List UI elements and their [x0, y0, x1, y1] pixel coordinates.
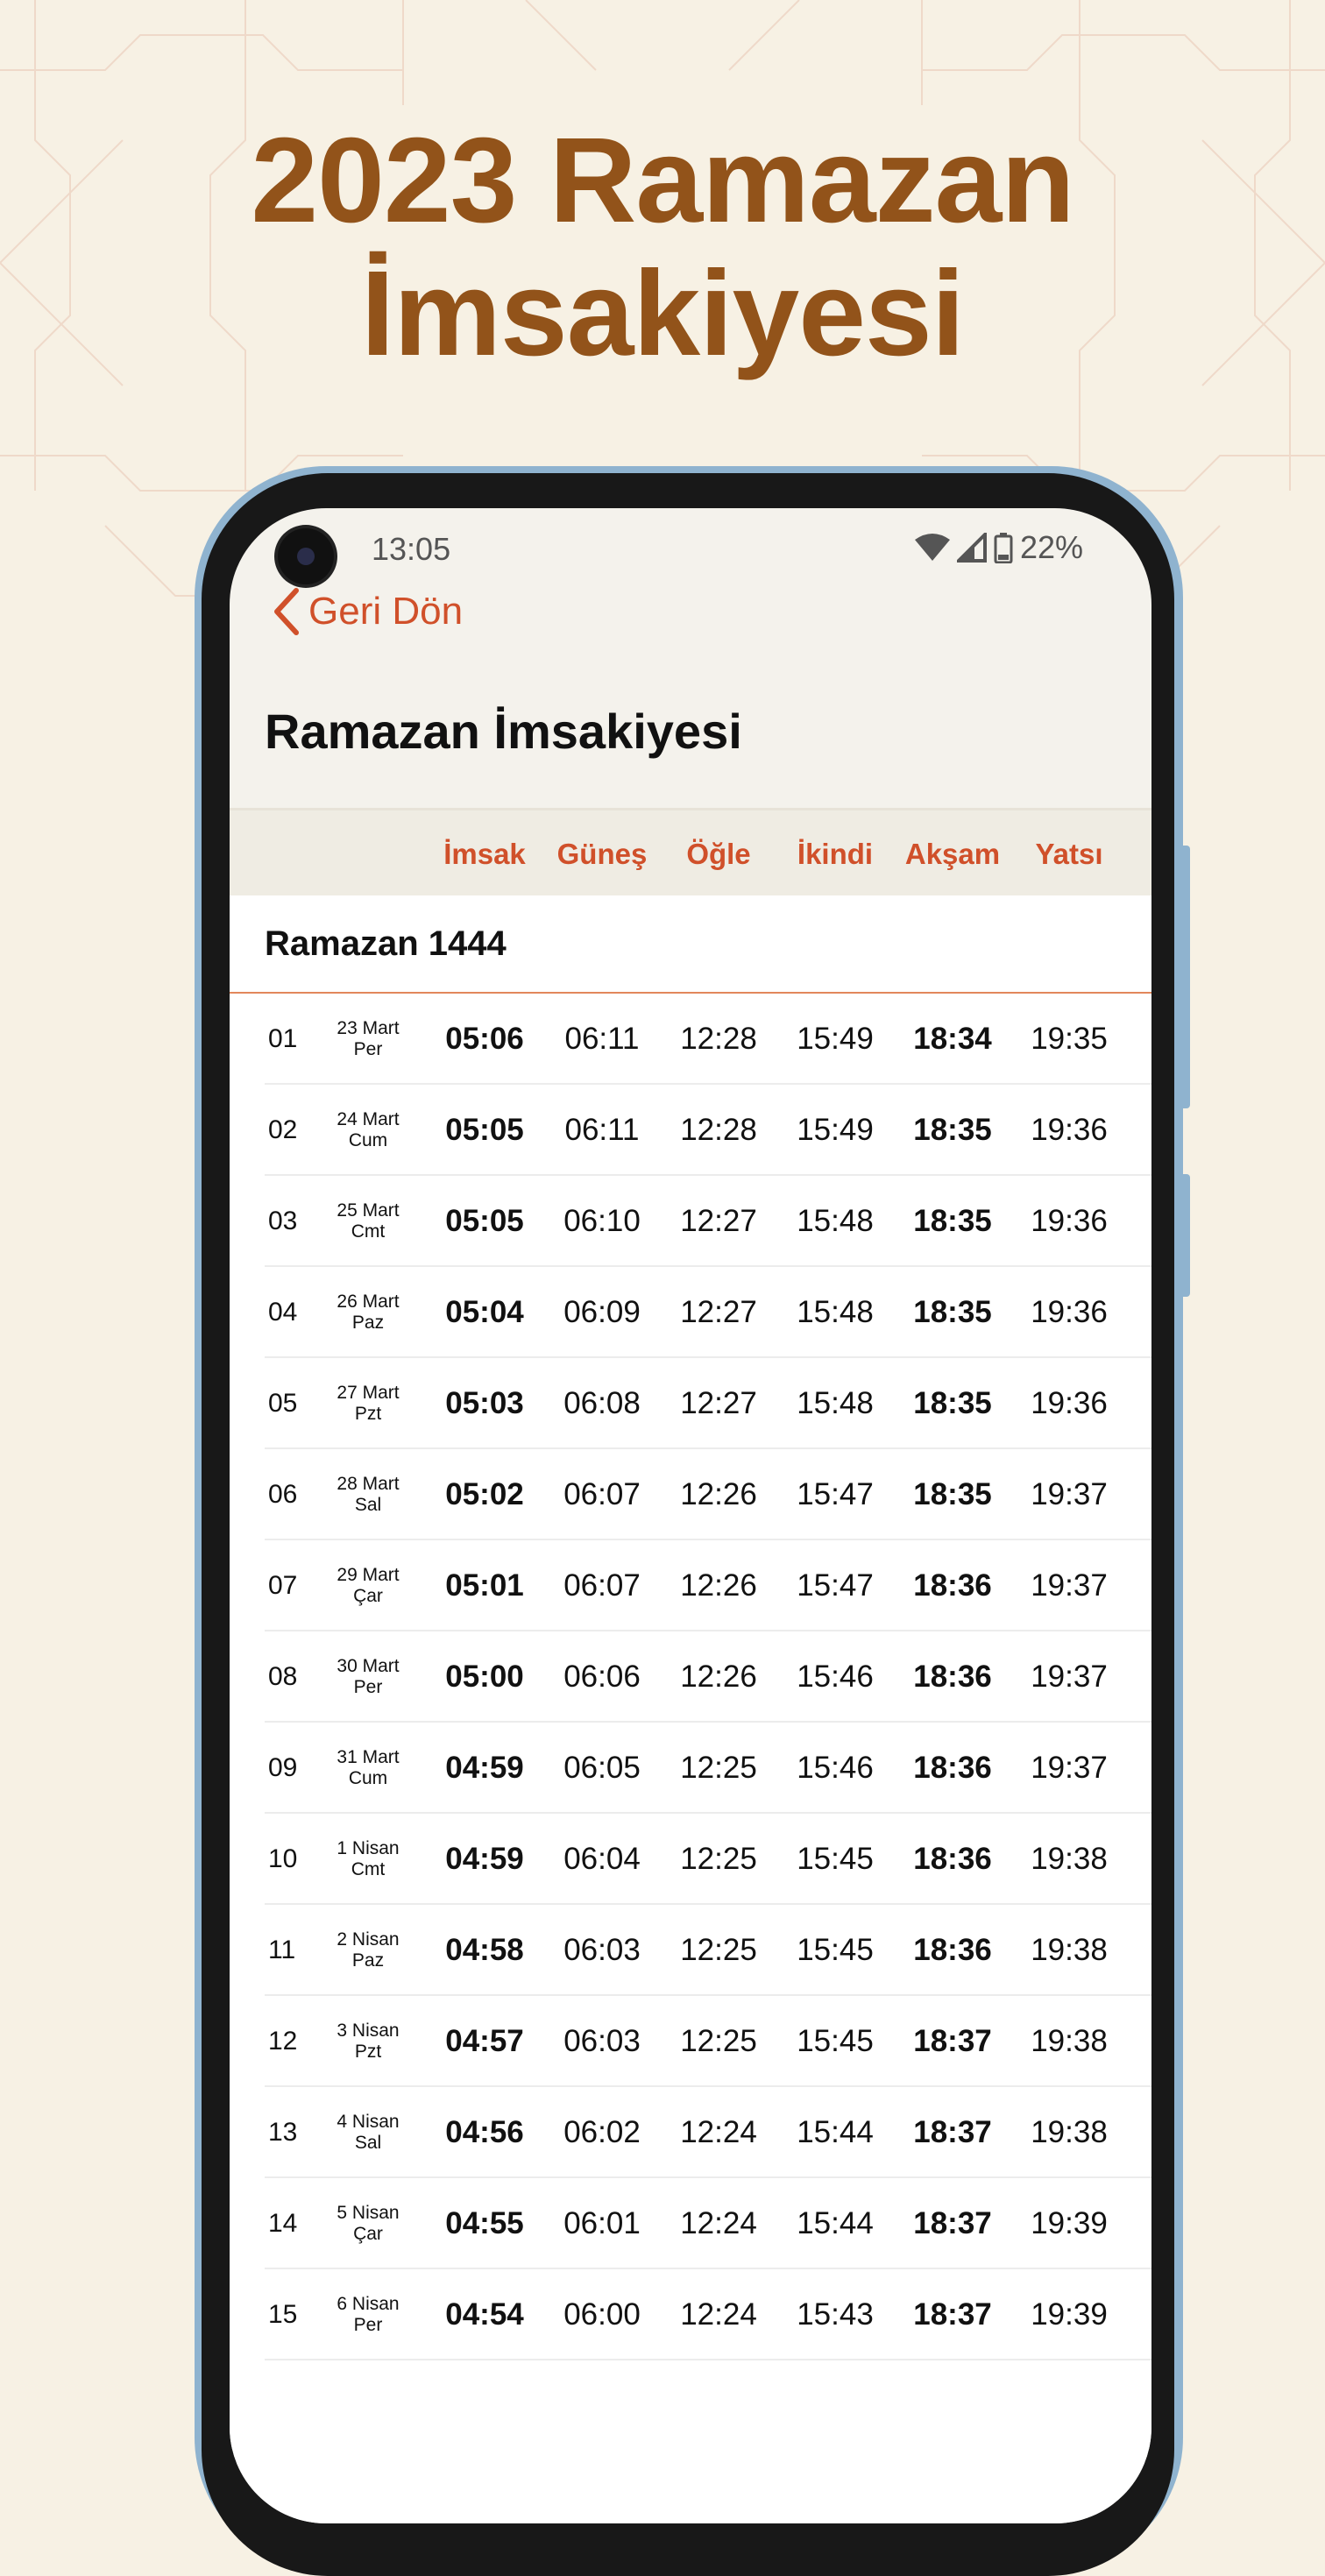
time-aksam: 18:37: [913, 2206, 992, 2240]
time-ikindi: 15:43: [797, 2297, 874, 2332]
day-number: 09: [268, 1753, 298, 1782]
day-number: 05: [268, 1389, 298, 1418]
timetable-rows: [230, 994, 1151, 2523]
time-imsak: 05:05: [445, 1204, 524, 1238]
battery-icon: [994, 532, 1013, 563]
table-row: [230, 1540, 1151, 1631]
day-number: 01: [268, 1024, 298, 1053]
time-gunes: 06:03: [563, 1933, 641, 1967]
time-imsak: 05:03: [445, 1386, 524, 1420]
time-ogle: 12:24: [680, 2206, 757, 2240]
time-gunes: 06:00: [563, 2297, 641, 2332]
row-weekday: Sal: [354, 1495, 382, 1515]
row-weekday: Çar: [353, 2224, 383, 2244]
day-number: 14: [268, 2209, 298, 2238]
time-aksam: 18:35: [913, 1113, 992, 1147]
time-aksam: 18:37: [913, 2115, 992, 2149]
time-ikindi: 15:44: [797, 2206, 874, 2240]
time-ogle: 12:26: [680, 1477, 757, 1511]
table-row: [230, 1449, 1151, 1540]
back-button-label: Geri Dön: [308, 590, 464, 633]
day-number: 04: [268, 1298, 298, 1327]
section-header: [230, 895, 1151, 994]
time-gunes: 06:03: [563, 2024, 641, 2058]
time-imsak: 05:00: [445, 1660, 524, 1694]
table-row: [230, 1176, 1151, 1267]
time-yatsi: 19:38: [1031, 2024, 1108, 2058]
row-weekday: Per: [353, 2315, 383, 2335]
row-date: [315, 2269, 421, 2360]
time-ikindi: 15:48: [797, 1386, 874, 1420]
time-yatsi: 19:38: [1031, 1933, 1108, 1967]
time-gunes: 06:07: [563, 1477, 641, 1511]
time-ikindi: 15:46: [797, 1660, 874, 1694]
time-ikindi: 15:48: [797, 1204, 874, 1238]
time-imsak: 04:59: [445, 1842, 524, 1876]
column-header-row: [230, 808, 1151, 898]
time-ogle: 12:25: [680, 1842, 757, 1876]
row-weekday: Çar: [353, 1586, 383, 1606]
time-aksam: 18:34: [913, 1022, 992, 1056]
table-row: [230, 2269, 1151, 2360]
phone-volume-button: [1180, 846, 1190, 1108]
row-weekday: Cmt: [351, 1859, 386, 1879]
row-weekday: Cum: [348, 1130, 388, 1150]
row-date: [315, 994, 421, 1085]
row-date: [315, 1176, 421, 1267]
time-gunes: 06:06: [563, 1660, 641, 1694]
time-gunes: 06:01: [563, 2206, 641, 2240]
row-date-label: 27 Mart: [337, 1383, 400, 1403]
table-row: [230, 1814, 1151, 1905]
time-ikindi: 15:49: [797, 1113, 874, 1147]
day-number: 08: [268, 1662, 298, 1691]
row-date: [315, 1449, 421, 1540]
row-weekday: Paz: [351, 1313, 385, 1333]
time-ogle: 12:28: [680, 1113, 757, 1147]
table-row: [230, 1631, 1151, 1723]
time-imsak: 04:54: [445, 2297, 524, 2332]
time-ogle: 12:26: [680, 1568, 757, 1603]
row-date: [315, 2178, 421, 2269]
time-ikindi: 15:48: [797, 1295, 874, 1329]
row-date: [315, 1631, 421, 1723]
time-ogle: 12:27: [680, 1295, 757, 1329]
time-yatsi: 19:37: [1031, 1568, 1108, 1603]
time-gunes: 06:07: [563, 1568, 641, 1603]
promo-title-line-2: İmsakiyesi: [360, 246, 965, 381]
time-imsak: 04:58: [445, 1933, 524, 1967]
time-yatsi: 19:37: [1031, 1751, 1108, 1785]
table-row: [230, 1905, 1151, 1996]
time-yatsi: 19:39: [1031, 2297, 1108, 2332]
row-date: [315, 1723, 421, 1814]
time-aksam: 18:36: [913, 1751, 992, 1785]
row-date: [315, 1540, 421, 1631]
time-aksam: 18:37: [913, 2024, 992, 2058]
row-date-label: 4 Nisan: [337, 2112, 400, 2132]
time-aksam: 18:36: [913, 1842, 992, 1876]
row-date: [315, 1085, 421, 1176]
row-weekday: Pzt: [354, 2042, 382, 2062]
time-yatsi: 19:38: [1031, 2115, 1108, 2149]
time-ogle: 12:27: [680, 1204, 757, 1238]
row-weekday: Per: [353, 1677, 383, 1697]
column-header-yatsi: Yatsı: [1035, 838, 1103, 870]
column-header-aksam: Akşam: [904, 838, 1001, 870]
day-number: 02: [268, 1115, 298, 1144]
row-date-label: 6 Nisan: [337, 2294, 400, 2314]
row-date-label: 24 Mart: [337, 1109, 400, 1129]
time-ikindi: 15:45: [797, 1933, 874, 1967]
day-number: 10: [268, 1844, 298, 1873]
status-time: 13:05: [372, 531, 451, 567]
time-aksam: 18:35: [913, 1204, 992, 1238]
time-yatsi: 19:37: [1031, 1477, 1108, 1511]
time-imsak: 04:55: [445, 2206, 524, 2240]
time-ikindi: 15:47: [797, 1477, 874, 1511]
row-date-label: 30 Mart: [337, 1656, 400, 1676]
time-imsak: 05:06: [445, 1022, 524, 1056]
row-weekday: Paz: [351, 1950, 385, 1971]
time-gunes: 06:10: [563, 1204, 641, 1238]
time-gunes: 06:09: [563, 1295, 641, 1329]
phone-screen: [230, 508, 1151, 2523]
row-date-label: 25 Mart: [337, 1200, 400, 1221]
time-imsak: 04:57: [445, 2024, 524, 2058]
time-ogle: 12:27: [680, 1386, 757, 1420]
column-header-ikindi: İkindi: [797, 838, 874, 870]
time-aksam: 18:35: [913, 1477, 992, 1511]
row-date: [315, 1267, 421, 1358]
section-label: Ramazan 1444: [265, 924, 507, 963]
time-gunes: 06:11: [564, 1022, 640, 1056]
time-yatsi: 19:36: [1031, 1295, 1108, 1329]
time-ikindi: 15:46: [797, 1751, 874, 1785]
day-number: 15: [268, 2300, 298, 2329]
day-number: 06: [268, 1480, 298, 1509]
row-date: [315, 2087, 421, 2178]
row-date-label: 5 Nisan: [337, 2203, 400, 2223]
time-aksam: 18:35: [913, 1295, 992, 1329]
page-title: Ramazan İmsakiyesi: [265, 704, 742, 759]
row-date-label: 3 Nisan: [337, 2020, 400, 2041]
time-ogle: 12:25: [680, 2024, 757, 2058]
time-ikindi: 15:47: [797, 1568, 874, 1603]
table-row: [230, 1723, 1151, 1814]
time-yatsi: 19:36: [1031, 1386, 1108, 1420]
time-aksam: 18:36: [913, 1933, 992, 1967]
row-date-label: 23 Mart: [337, 1018, 400, 1038]
row-date-label: 1 Nisan: [337, 1838, 400, 1858]
wifi-icon: [915, 533, 950, 563]
promo-title-line-1: 2023 Ramazan: [251, 113, 1074, 248]
time-yatsi: 19:38: [1031, 1842, 1108, 1876]
row-weekday: Cmt: [351, 1221, 386, 1242]
table-row: [230, 2178, 1151, 2269]
time-ogle: 12:25: [680, 1933, 757, 1967]
row-date-label: 28 Mart: [337, 1474, 400, 1494]
row-weekday: Pzt: [354, 1404, 382, 1424]
promo-title: [0, 114, 1325, 380]
time-yatsi: 19:36: [1031, 1113, 1108, 1147]
time-yatsi: 19:37: [1031, 1660, 1108, 1694]
column-header-imsak: İmsak: [443, 838, 526, 870]
table-row: [230, 1267, 1151, 1358]
status-icons: [915, 529, 1083, 566]
column-header-gunes: Güneş: [556, 838, 648, 870]
front-camera: [278, 528, 334, 584]
table-row: [230, 994, 1151, 1085]
time-ogle: 12:25: [680, 1751, 757, 1785]
chevron-left-icon: [272, 587, 301, 636]
time-imsak: 05:01: [445, 1568, 524, 1603]
table-row: [230, 2087, 1151, 2178]
day-number: 07: [268, 1571, 298, 1600]
signal-icon: [957, 533, 987, 563]
phone-power-button: [1180, 1174, 1190, 1297]
row-date-label: 29 Mart: [337, 1565, 400, 1585]
time-ogle: 12:26: [680, 1660, 757, 1694]
day-number: 03: [268, 1207, 298, 1235]
time-imsak: 05:02: [445, 1477, 524, 1511]
time-imsak: 04:56: [445, 2115, 524, 2149]
time-ogle: 12:24: [680, 2297, 757, 2332]
time-yatsi: 19:35: [1031, 1022, 1108, 1056]
table-row: [230, 1358, 1151, 1449]
day-number: 12: [268, 2027, 298, 2056]
time-gunes: 06:08: [563, 1386, 641, 1420]
back-button[interactable]: [272, 587, 463, 636]
time-ikindi: 15:49: [797, 1022, 874, 1056]
row-date: [315, 1905, 421, 1996]
time-imsak: 05:04: [445, 1295, 524, 1329]
time-ikindi: 15:45: [797, 2024, 874, 2058]
time-aksam: 18:37: [913, 2297, 992, 2332]
table-row: [230, 1085, 1151, 1176]
row-weekday: Sal: [354, 2133, 382, 2153]
time-aksam: 18:36: [913, 1568, 992, 1603]
day-number: 13: [268, 2118, 298, 2147]
row-date-label: 2 Nisan: [337, 1929, 400, 1950]
row-date-label: 26 Mart: [337, 1292, 400, 1312]
day-number: 11: [268, 1936, 296, 1964]
time-imsak: 05:05: [445, 1113, 524, 1147]
battery-percent: 22%: [1019, 529, 1083, 565]
time-gunes: 06:05: [563, 1751, 641, 1785]
row-date: [315, 1814, 421, 1905]
row-date: [315, 1358, 421, 1449]
row-weekday: Cum: [348, 1768, 388, 1788]
time-yatsi: 19:36: [1031, 1204, 1108, 1238]
time-ikindi: 15:44: [797, 2115, 874, 2149]
column-header-ogle: Öğle: [686, 838, 751, 870]
time-yatsi: 19:39: [1031, 2206, 1108, 2240]
row-weekday: Per: [353, 1039, 383, 1059]
row-date-label: 31 Mart: [337, 1747, 400, 1767]
time-gunes: 06:02: [563, 2115, 641, 2149]
time-ogle: 12:28: [680, 1022, 757, 1056]
time-ikindi: 15:45: [797, 1842, 874, 1876]
time-aksam: 18:36: [913, 1660, 992, 1694]
time-gunes: 06:04: [563, 1842, 641, 1876]
time-gunes: 06:11: [564, 1113, 640, 1147]
time-ogle: 12:24: [680, 2115, 757, 2149]
time-aksam: 18:35: [913, 1386, 992, 1420]
row-date: [315, 1996, 421, 2087]
table-row: [230, 1996, 1151, 2087]
time-imsak: 04:59: [445, 1751, 524, 1785]
